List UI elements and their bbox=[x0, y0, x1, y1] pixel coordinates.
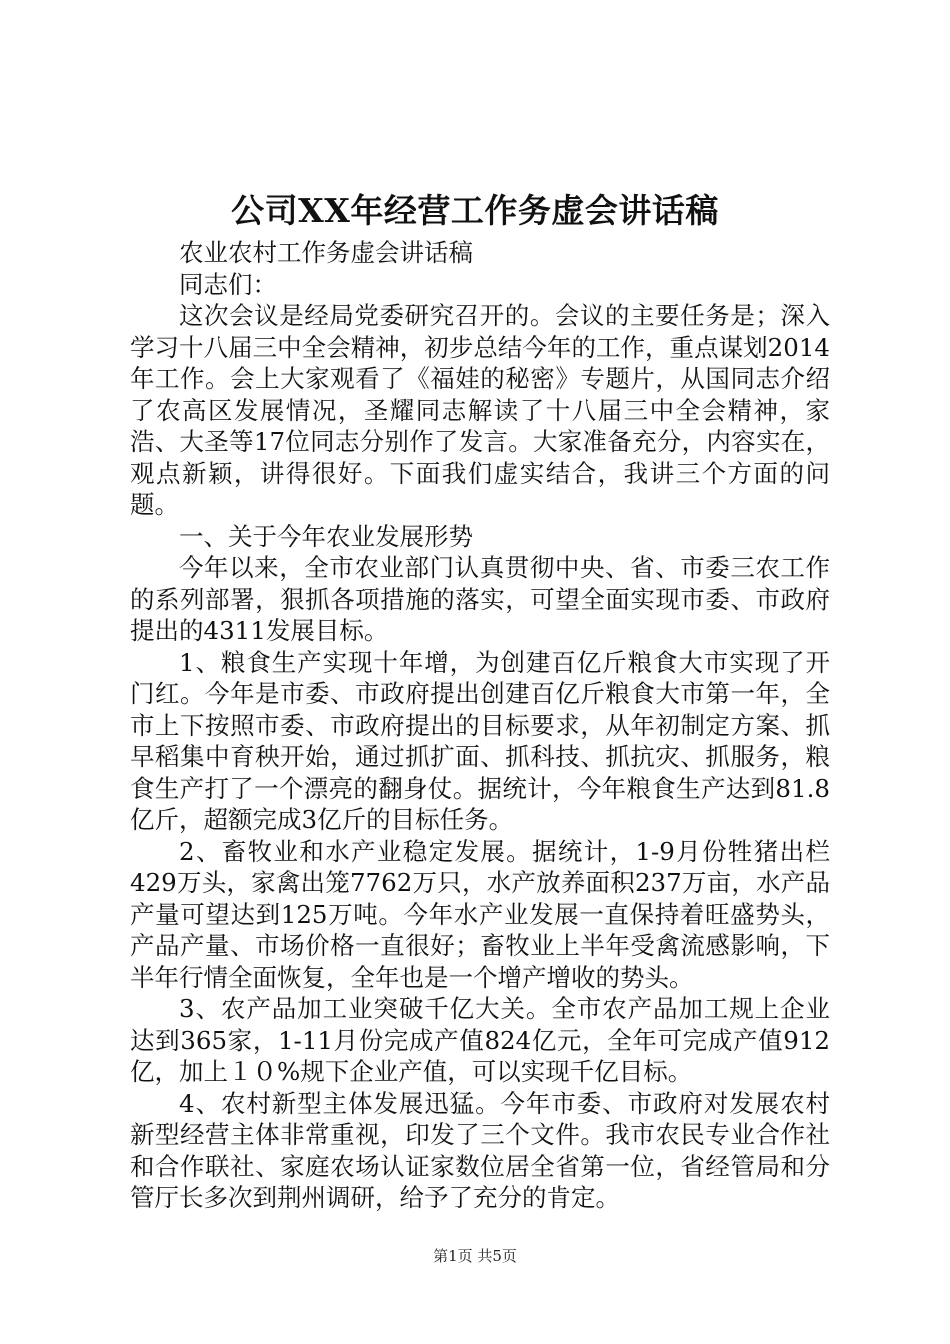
paragraph-subtitle: 农业农村工作务虚会讲话稿 bbox=[179, 238, 473, 267]
paragraph-overview: 今年以来，全市农业部门认真贯彻中央、省、市委三农工作的系列部署，狠抓各项措施的落实，可望全面实现市委、市政府提出的4311发展目标。 bbox=[130, 553, 830, 645]
page-footer: 第1页 共5页 bbox=[433, 1247, 517, 1265]
document-title: 公司XX年经营工作务虚会讲话稿 bbox=[231, 191, 719, 230]
paragraph-intro: 这次会议是经局党委研究召开的。会议的主要任务是；深入学习十八届三中全会精神，初步总结今年的工作，重点谋划2014年工作。会上大家观看了《福娃的秘密》专题片，从国同志介绍了农高区发展情况，圣耀同志解读了十八届三中全会精神，家浩、大圣等17位同志分别作了发言。大家准备充分，内容实在，观点新颖，讲得很好。下面我们虚实结合，我讲三个方面的问题。 bbox=[130, 301, 830, 519]
paragraph-item-4: 4、农村新型主体发展迅猛。今年市委、市政府对发展农村新型经营主体非常重视，印发了三个文件。我市农民专业合作社和合作联社、家庭农场认证家数位居全省第一位，省经管局和分管厅长多次到荆州调研，给予了充分的肯定。 bbox=[130, 1088, 830, 1212]
paragraph-section-heading: 一、关于今年农业发展形势 bbox=[179, 521, 473, 551]
paragraph-item-3: 3、农产品加工业突破千亿大关。全市农产品加工规上企业达到365家，1-11月份完成产值824亿元，全年可完成产值912亿，加上１０%规下企业产值，可以实现千亿目标。 bbox=[130, 994, 830, 1086]
paragraph-item-2: 2、畜牧业和水产业稳定发展。据统计，1-9月份牲猪出栏429万头，家禽出笼7762万只，水产放养面积237万亩，水产品产量可望达到125万吨。今年水产业发展一直保持着旺盛势头，产品产量、市场价格一直很好；畜牧业上半年受禽流感影响，下半年行情全面恢复，全年也是一个增产增收的势头。 bbox=[130, 836, 830, 992]
paragraph-salutation: 同志们： bbox=[179, 269, 277, 299]
paragraph-item-1: 1、粮食生产实现十年增，为创建百亿斤粮食大市实现了开门红。今年是市委、市政府提出创建百亿斤粮食大市第一年，全市上下按照市委、市政府提出的目标要求，从年初制定方案、抓早稻集中育秧开始，通过抓扩面、抓科技、抓抗灾、抓服务，粮食生产打了一个漂亮的翻身仗。据统计，今年粮食生产达到81.8亿斤，超额完成3亿斤的目标任务。 bbox=[130, 647, 830, 834]
document-body bbox=[130, 237, 830, 1214]
